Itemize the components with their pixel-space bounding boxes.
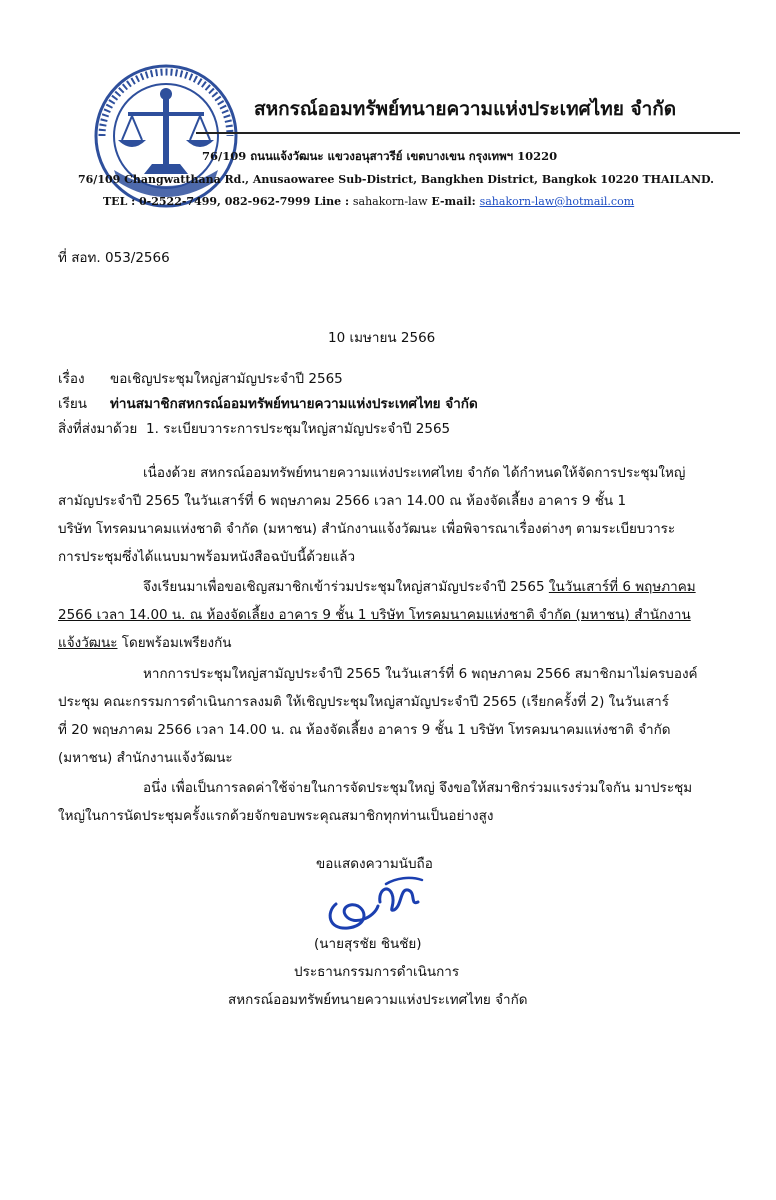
paragraph-1-line: การประชุมซึ่งได้แนบมาพร้อมหนังสือฉบับนี้ด้วยแล้ว (58, 549, 356, 565)
phone-numbers: TEL : 0-2522-7499, 082-962-7999 (103, 195, 311, 208)
paragraph-3-line: (มหาชน) สำนักงานแจ้งวัฒนะ (58, 750, 233, 766)
invitation-text: จึงเรียนมาเพื่อขอเชิญสมาชิกเข้าร่วมประชุมใหญ่สามัญประจำปี 2565 (143, 579, 549, 595)
subject-text: ขอเชิญประชุมใหญ่สามัญประจำปี 2565 (110, 371, 343, 387)
signer-organization: สหกรณ์ออมทรัพย์ทนายความแห่งประเทศไทย จำกัด (228, 992, 528, 1008)
reference-number: ที่ สอท. 053/2566 (58, 250, 170, 266)
line-label: Line : (314, 195, 350, 208)
paragraph-3-line: ที่ 20 พฤษภาคม 2566 เวลา 14.00 น. ณ ห้องจัดเลี้ยง อาคาร 9 ชั้น 1 บริษัท โทรคมนาคมแห่งชาติ จำกัด (58, 722, 671, 738)
header-divider (196, 132, 740, 134)
contact-line (103, 195, 634, 208)
address-english: 76/109 Changwatthana Rd., Anusaowaree Sub-District, Bangkhen District, Bangkok 10220 THAILAND. (78, 173, 714, 186)
meeting-details-underlined: ในวันเสาร์ที่ 6 พฤษภาคม (548, 579, 696, 595)
paragraph-2-line (58, 631, 232, 653)
signer-title: ประธานกรรมการดำเนินการ (294, 964, 460, 980)
closing-phrase: ขอแสดงความนับถือ (316, 856, 433, 872)
org-title: สหกรณ์ออมทรัพย์ทนายความแห่งประเทศไทย จำกัด (254, 98, 677, 120)
email-link[interactable]: sahakorn-law@hotmail.com (479, 195, 635, 208)
paragraph-3-line: หากการประชุมใหญ่สามัญประจำปี 2565 ในวันเสาร์ที่ 6 พฤษภาคม 2566 สมาชิกมาไม่ครบองค์ (143, 666, 698, 682)
address-thai: 76/109 ถนนแจ้งวัฒนะ แขวงอนุสาวรีย์ เขตบางเขน กรุงเทพฯ 10220 (202, 149, 558, 163)
subject-label: เรื่อง (58, 371, 85, 387)
line-id: sahakorn-law (352, 195, 428, 208)
paragraph-1-line: บริษัท โทรคมนาคมแห่งชาติ จำกัด (มหาชน) สำนักงานแจ้งวัฒนะ เพื่อพิจารณาเรื่องต่างๆ ตามระเบียบวาระ (58, 521, 676, 537)
recipient-text: ท่านสมาชิกสหกรณ์ออมทรัพย์ทนายความแห่งประเทศไทย จำกัด (110, 396, 478, 412)
recipient-label: เรียน (58, 396, 88, 412)
letter-date: 10 เมษายน 2566 (328, 330, 436, 346)
handwritten-signature (318, 872, 428, 936)
signer-name: (นายสุรชัย ชินชัย) (314, 936, 422, 952)
paragraph-2-line (143, 575, 696, 597)
paragraph-1-line: เนื่องด้วย สหกรณ์ออมทรัพย์ทนายความแห่งประเทศไทย จำกัด ได้กำหนดให้จัดการประชุมใหญ่ (143, 465, 686, 481)
enclosure-item: 1. ระเบียบวาระการประชุมใหญ่สามัญประจำปี 2565 (146, 421, 451, 437)
email-label: E-mail: (431, 195, 476, 208)
meeting-details-underlined: 2566 เวลา 14.00 น. ณ ห้องจัดเลี้ยง อาคาร 9 ชั้น 1 บริษัท โทรคมนาคมแห่งชาติ จำกัด (มหาชน) สำนักงาน (58, 607, 691, 623)
paragraph-4-line: ใหญ่ในการนัดประชุมครั้งแรกด้วยจักขอบพระคุณสมาชิกทุกท่านเป็นอย่างสูง (58, 808, 494, 824)
invitation-text: โดยพร้อมเพรียงกัน (117, 635, 232, 651)
paragraph-4-line: อนึ่ง เพื่อเป็นการลดค่าใช้จ่ายในการจัดประชุมใหญ่ จึงขอให้สมาชิกร่วมแรงร่วมใจกัน มาประชุม (143, 780, 693, 796)
paragraph-1-line: สามัญประจำปี 2565 ในวันเสาร์ที่ 6 พฤษภาคม 2566 เวลา 14.00 ณ ห้องจัดเลี้ยง อาคาร 9 ชั้น 1 (58, 493, 627, 509)
cooperative-seal-scales-icon (92, 62, 240, 210)
enclosure-label: สิ่งที่ส่งมาด้วย (58, 421, 138, 437)
paragraph-3-line: ประชุม คณะกรรมการดำเนินการลงมติ ให้เชิญประชุมใหญ่สามัญประจำปี 2565 (เรียกครั้งที่ 2) ในวันเสาร์ (58, 694, 669, 710)
meeting-details-underlined: แจ้งวัฒนะ (58, 635, 118, 651)
